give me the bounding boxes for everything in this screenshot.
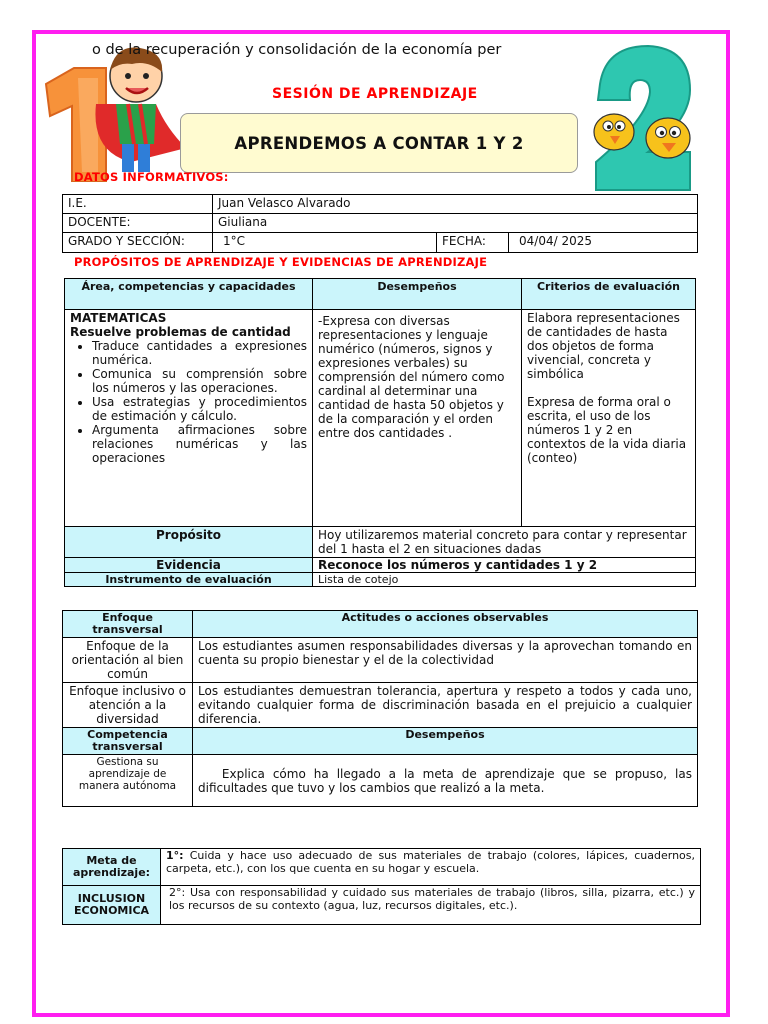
col-criterios: Criterios de evaluación <box>522 279 696 310</box>
meta-item1-num: 1°: <box>166 849 184 862</box>
enfoque-text: Los estudiantes asumen responsabilidades diversas y la aprovechan tomando en cuenta su propio bienestar y el de la colectividad <box>193 638 698 683</box>
enfoque-name: Enfoque de la orientación al bien común <box>63 638 193 683</box>
meta-item1-text: Cuida y hace uso adecuado de sus materiales de trabajo (colores, lápices, cuadernos, carpeta, etc.), con los que cuenta en su hogar y escuela. <box>166 849 695 875</box>
docente-label: DOCENTE: <box>63 214 213 233</box>
datos-label: DATOS INFORMATIVOS: <box>74 170 229 184</box>
grado-label: GRADO Y SECCIÓN: <box>63 233 213 253</box>
main-title-box <box>180 113 578 173</box>
desempeno-text: -Expresa con diversas representaciones y lenguaje numérico (números, signos y expresiones verbales) su comprensión del número como cardinal al determinar una cantidad de hasta 50 objetos y de la comparación y el orden entre dos cantidades . <box>313 310 522 527</box>
area-title: MATEMATICAS <box>70 311 167 325</box>
datos-table <box>62 194 698 253</box>
evidencia-label: Evidencia <box>65 558 313 573</box>
session-title: SESIÓN DE APRENDIZAJE <box>272 86 478 102</box>
grado-value: 1°C <box>213 233 437 253</box>
enfoque-name: Enfoque inclusivo o atención a la diversidad <box>63 683 193 728</box>
number-two-illustration <box>586 40 704 196</box>
enfoque-text: Los estudiantes demuestran tolerancia, apertura y respeto a todos y cada uno, evitando cualquier forma de discriminación basada en el prejuicio a cualquier diferencia. <box>193 683 698 728</box>
propositos-label: PROPÓSITOS DE APRENDIZAJE Y EVIDENCIAS DE APRENDIZAJE <box>74 255 488 269</box>
col-area: Área, competencias y capacidades <box>65 279 313 310</box>
capacidad-item: • Traduce cantidades a expresiones numérica. <box>92 339 307 367</box>
col-desempenos-transversal: Desempeños <box>193 728 698 755</box>
col-competencia: Competencia transversal <box>63 728 193 755</box>
ie-label: I.E. <box>63 195 213 214</box>
evidencia-value: Reconoce los números y cantidades 1 y 2 <box>313 558 696 573</box>
main-title: APRENDEMOS A CONTAR 1 Y 2 <box>234 133 524 153</box>
fecha-value: 04/04/ 2025 <box>509 233 698 253</box>
fecha-label: FECHA: <box>437 233 509 253</box>
meta-table <box>62 848 701 925</box>
docente-value: Giuliana <box>213 214 698 233</box>
col-desempenos: Desempeños <box>313 279 522 310</box>
instrumento-value: Lista de cotejo <box>313 573 696 587</box>
meta-item2-text: Usa con responsabilidad y cuidado sus materiales de trabajo (libros, silla, pizarra, etc.) y los recursos de su contexto (agua, luz, recursos digitales, etc.). <box>169 886 695 912</box>
inclusion-label: INCLUSION ECONOMICA <box>63 886 161 925</box>
col-enfoque: Enfoque transversal <box>63 611 193 638</box>
capacidades-list <box>70 339 307 465</box>
header-year-text: o de la recuperación y consolidación de la economía per <box>92 42 502 58</box>
boy-superhero-illustration <box>95 47 186 172</box>
propositos-table <box>64 278 696 587</box>
enfoques-table <box>62 610 698 807</box>
competencia-text: Explica cómo ha llegado a la meta de aprendizaje que se propuso, las dificultades que tuvo y los cambios que realizó a la meta. <box>193 755 698 807</box>
competencia-name: Gestiona su aprendizaje de manera autónoma <box>63 755 193 807</box>
criterio-2: Expresa de forma oral o escrita, el uso de los números 1 y 2 en contextos de la vida diaria (conteo) <box>527 395 687 465</box>
competencia: Resuelve problemas de cantidad <box>70 325 291 339</box>
capacidad-item: • Usa estrategias y procedimientos de estimación y cálculo. <box>92 395 307 423</box>
proposito-label: Propósito <box>65 527 313 558</box>
criterio-1: Elabora representaciones de cantidades de hasta dos objetos de forma vivencial, concreta y simbólica <box>527 311 680 381</box>
capacidad-item: • Comunica su comprensión sobre los números y las operaciones. <box>92 367 307 395</box>
ie-value: Juan Velasco Alvarado <box>213 195 698 214</box>
instrumento-label: Instrumento de evaluación <box>65 573 313 587</box>
proposito-value: Hoy utilizaremos material concreto para contar y representar del 1 hasta el 2 en situaciones dadas <box>313 527 696 558</box>
capacidad-item: • Argumenta afirmaciones sobre relaciones numéricas y las operaciones <box>92 423 307 465</box>
col-actitudes: Actitudes o acciones observables <box>193 611 698 638</box>
meta-label: Meta de aprendizaje: <box>63 849 161 886</box>
meta-item2-num: 2°: <box>169 886 186 899</box>
